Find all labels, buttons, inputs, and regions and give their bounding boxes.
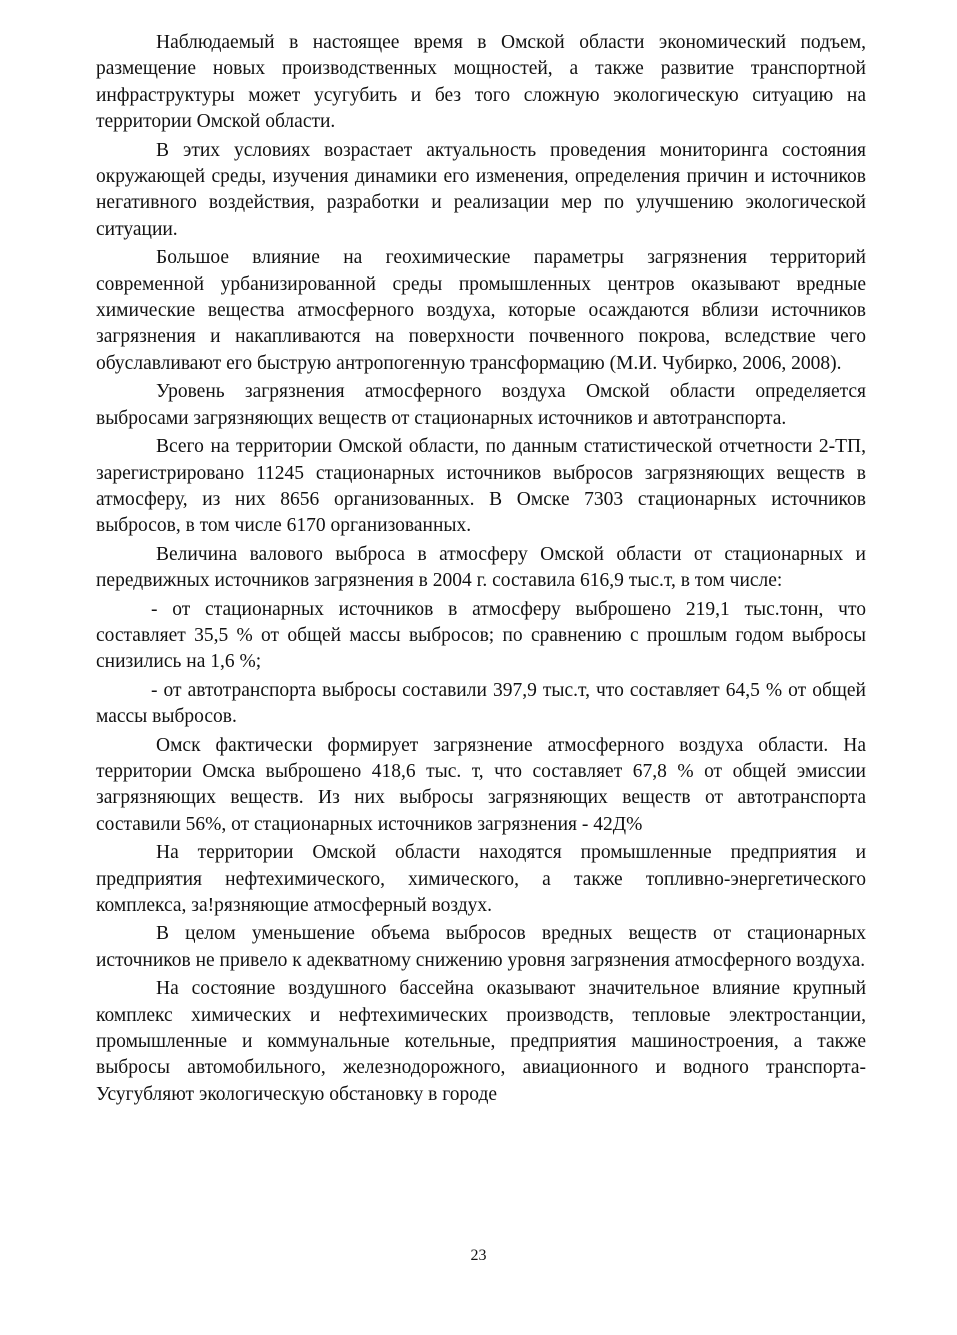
list-item-transport: - от автотранспорта выбросы составили 397,9 тыс.т, что составляет 64,5 % от общей массы выбросов. — [96, 679, 866, 728]
paragraph-7: Омск фактически формирует загрязнение атмосферного воздуха области. На территории Омска выброшено 418,6 тыс. т, что составляет 67,8 % от общей эмиссии загрязняющих веществ. Из них выбросы загрязняющих веществ от автотранспорта составили 56%, от стационарных источников загрязнения - 42Д% — [96, 734, 866, 835]
paragraph-9: В целом уменьшение объема выбросов вредных веществ от стационарных источников не привело к адекватному снижению уровня загрязнения атмосферного воздуха. — [96, 923, 866, 971]
document-page — [96, 30, 866, 1110]
paragraph-10: На состояние воздушного бассейна оказывают значительное влияние крупный комплекс химических и нефтехимических производств, тепловые электростанции, промышленные и коммунальные котельные, предприятия машиностроения, а также выбросы автомобильного, железнодорожного, авиационного и водного транспорта- Усугубляют экологическую обстановку в городе — [96, 978, 866, 1105]
paragraph-8: На территории Омской области находятся промышленные предприятия и предприятия нефтехимического, химического, а также топливно-энергетического комплекса, за!рязняющие атмосферный воздух. — [96, 842, 866, 916]
paragraph-6: Величина валового выброса в атмосферу Омской области от стационарных и передвижных источников загрязнения в 2004 г. составила 616,9 тыс.т, в том числе: — [96, 543, 866, 592]
page-number: 23 — [470, 1247, 487, 1264]
paragraph-5: Всего на территории Омской области, по данным статистической отчетности 2-ТП, зарегистрировано 11245 стационарных источников выбросов загрязняющих веществ в атмосферу, из них 8656 организованных. В Омске 7303 стационарных источников выбросов, в том числе 6170 организованных. — [96, 436, 866, 537]
paragraph-2: В этих условиях возрастает актуальность проведения мониторинга состояния окружающей среды, изучения динамики его изменения, определения причин и источников негативного воздействия, разработки и реализации мер по улучшению экологической ситуации. — [96, 139, 866, 240]
list-item-stationary: - от стационарных источников в атмосферу выброшено 219,1 тыс.тонн, что составляет 35,5 % от общей массы выбросов; по сравнению с прошлым годом выбросы снизились на 1,6 %; — [96, 598, 866, 673]
paragraph-4: Уровень загрязнения атмосферного воздуха Омской области определяется выбросами загрязняющих веществ от стационарных источников и автотранспорта. — [96, 381, 866, 429]
paragraph-1: Наблюдаемый в настоящее время в Омской области экономический подъем, размещение новых производственных мощностей, а также развитие транспортной инфраструктуры может усугубить и без того сложную экологическую ситуацию на территории Омской области. — [96, 32, 866, 133]
paragraph-3: Большое влияние на геохимические параметры загрязнения территорий современной урбанизированной среды промышленных центров оказывают вредные химические вещества атмосферного воздуха, которые осаждаются вблизи источников загрязнения и накапливаются на поверхности почвенного покрова, вследствие чего обуславливают его быструю антропогенную трансформацию (М.И. Чубирко, 2006, 2008). — [96, 247, 866, 374]
